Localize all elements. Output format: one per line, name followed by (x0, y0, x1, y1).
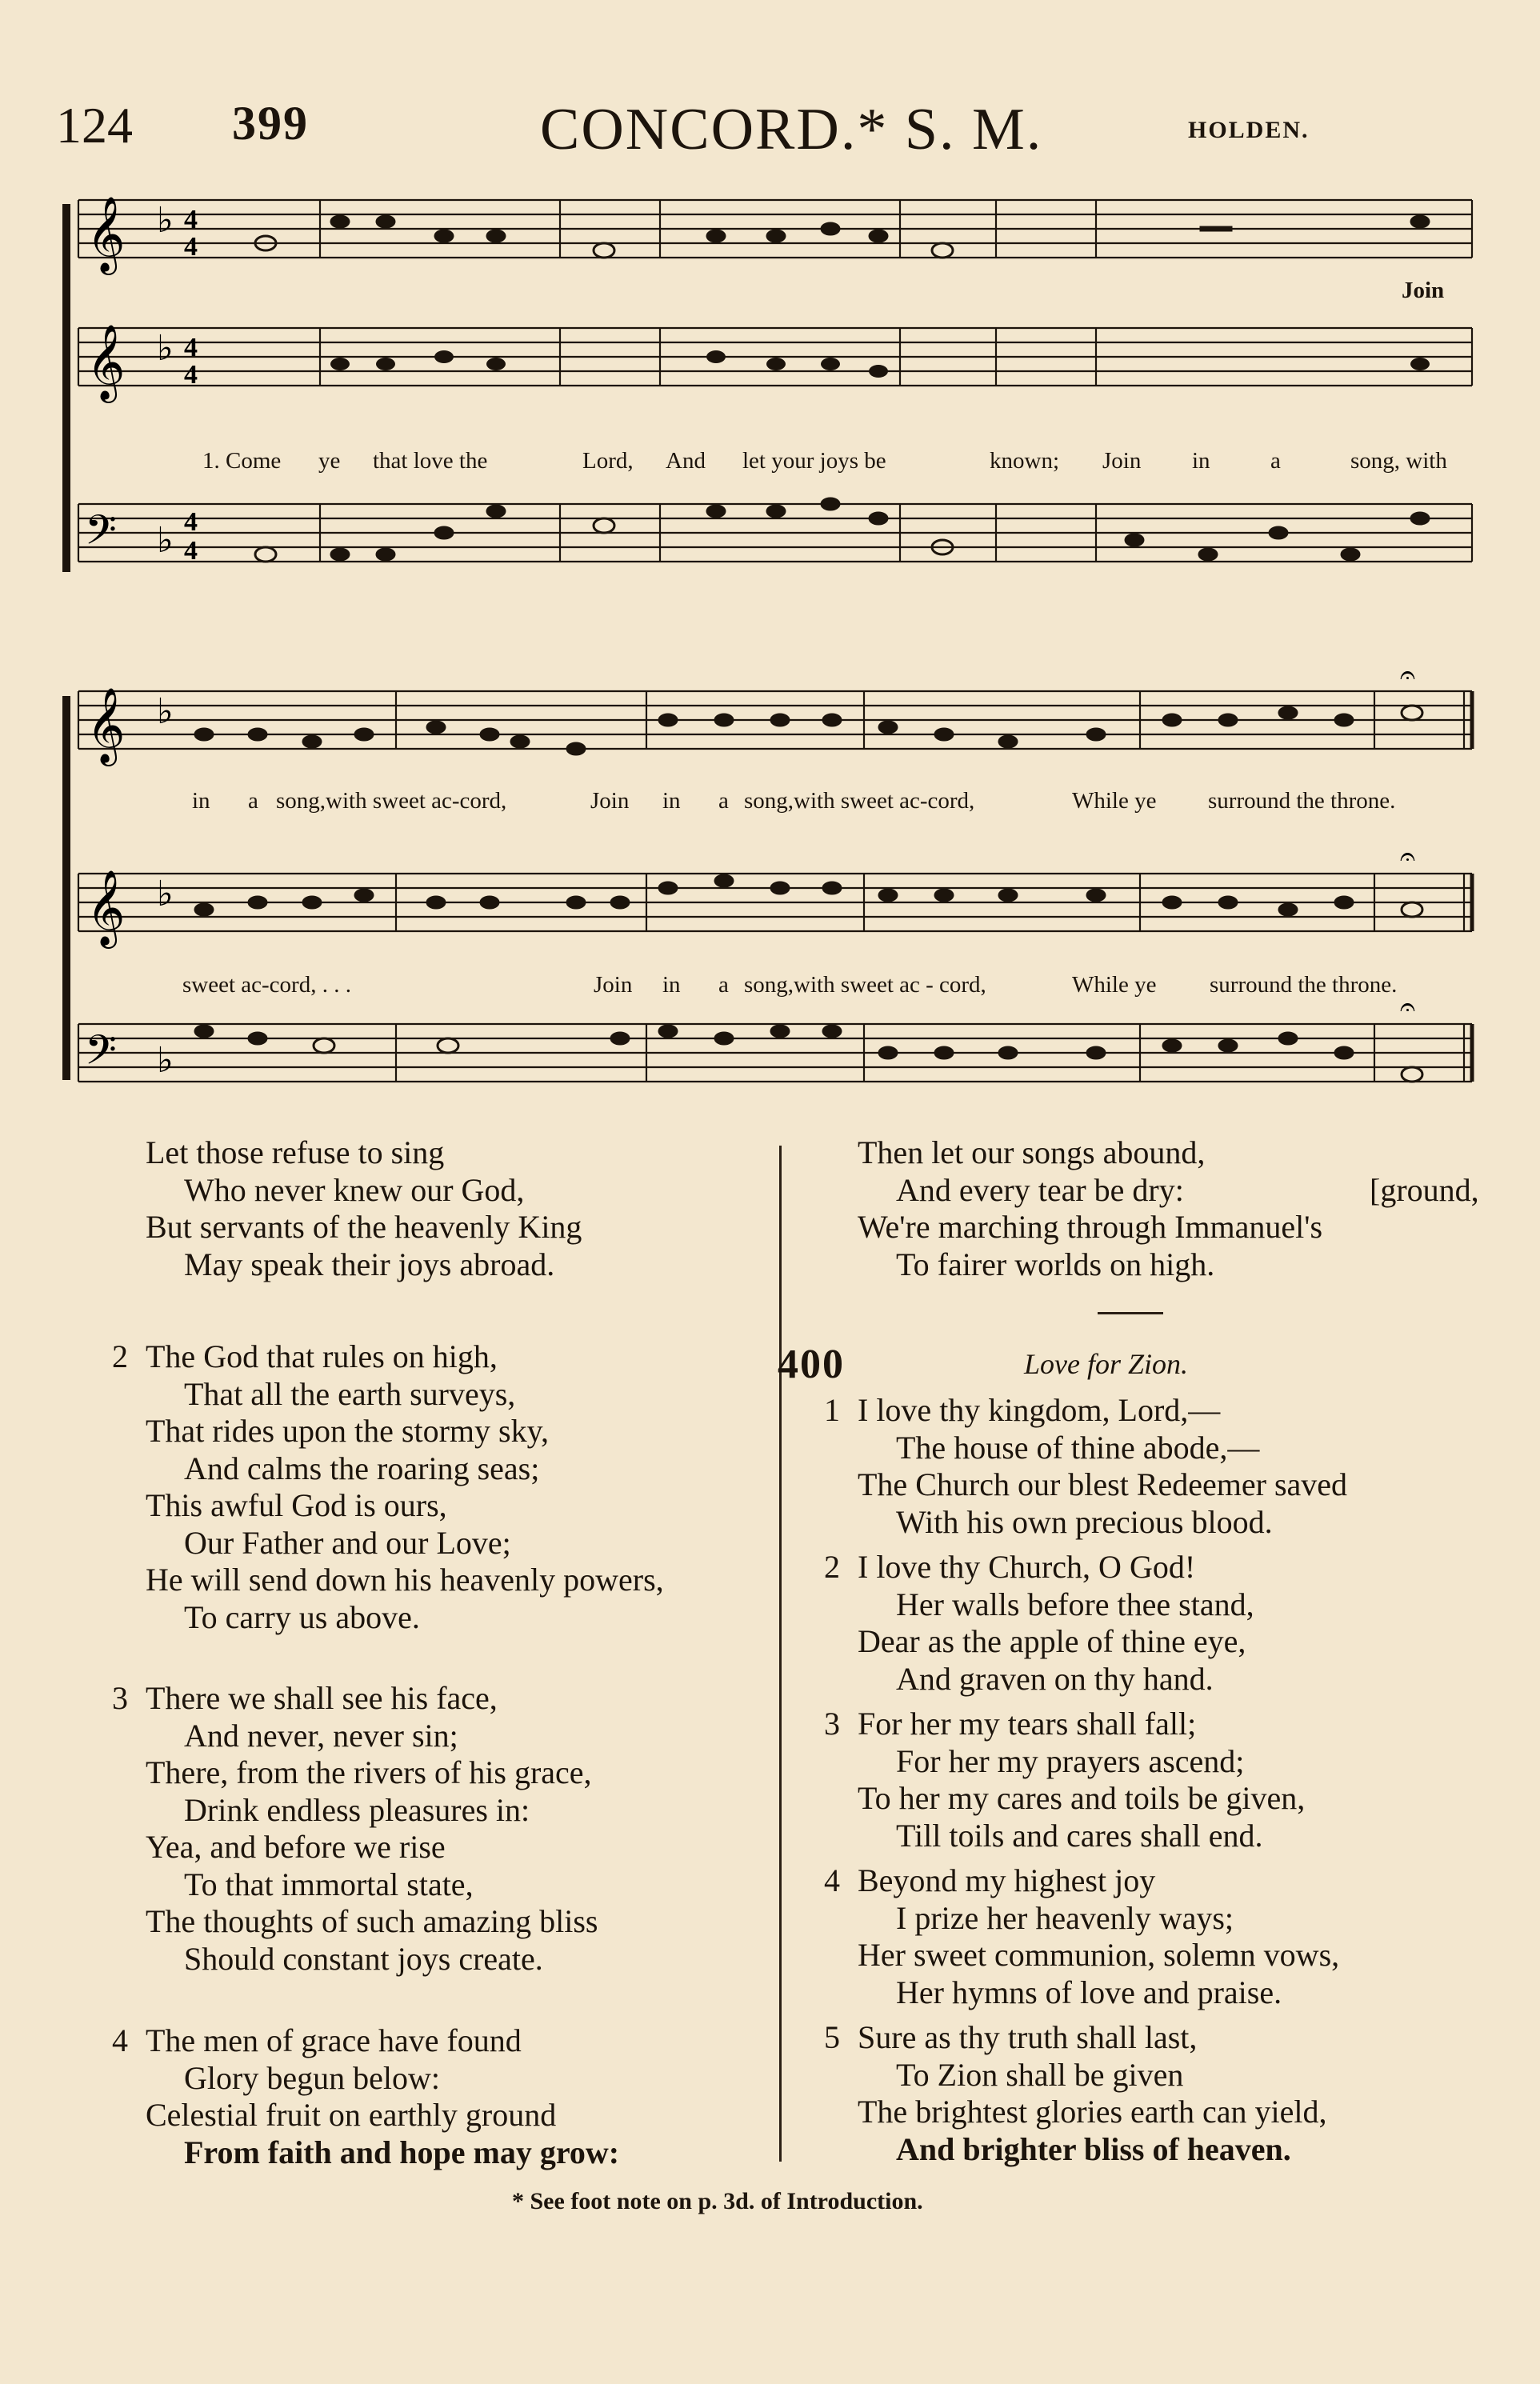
svg-text:Join: Join (1102, 448, 1142, 474)
treble-notes (194, 706, 1422, 755)
svg-text:Join: Join (594, 972, 633, 998)
stanza-number: 2 (112, 1338, 128, 1374)
svg-text:1. Come: 1. Come (202, 448, 282, 474)
tenor-cue: Join (1402, 278, 1445, 303)
bass-clef-icon: 𝄢 (85, 506, 117, 564)
fermata-icon: 𝄐 (1400, 841, 1415, 873)
carryover-word: [ground, (1370, 1171, 1479, 1208)
flat-sign-icon: ♭ (157, 328, 174, 369)
hymn400-stanzas: 1 I love thy kingdom, Lord,— The house of thine abode,— The Church our blest Redeemer saved With his own precious blood. 2 I love thy Church, O God! Her walls before thee stand, Dear as the apple of thine eye, And graven on thy hand. 3 For her my tears shall fall; For her my prayers ascend; To her my cares and toils be given, Till toils and cares shall end. 4 Beyond my highest joy I prize her heavenly ways; Her sweet communion, solemn vows, Her hymns of love and praise. 5 Sure as thy truth shall last, To Zion shall be given The brightest glories earth can yield, And brighter bliss of heaven. (824, 1392, 1348, 2167)
stanza-number: 4 (112, 2022, 128, 2058)
svg-text:song,with sweet ac-cord,: song,with sweet ac-cord, (276, 788, 507, 814)
treble-clef-icon: 𝄞 (86, 324, 126, 400)
svg-text:in: in (1192, 448, 1210, 474)
svg-text:song,with sweet ac - cord,: song,with sweet ac - cord, (744, 972, 986, 998)
hymn400-header (778, 1341, 1466, 1387)
hymn-number: 400 (778, 1342, 845, 1387)
alto-staff (78, 328, 1472, 386)
time-signature: 4 (184, 232, 198, 262)
hymn399-stanza-5: Then let our songs abound, And every tear be dry: [ground, We're marching through Immanuel's To fairer worlds on high. (858, 1134, 1479, 1282)
svg-text:surround the throne.: surround the throne. (1210, 972, 1398, 998)
hymn399-stanza-3: 3 There we shall see his face, And never, never sin; There, from the rivers of his grace, Drink endless pleasures in: Yea, and before we rise To that immortal state, The thoughts of such amazing bliss Should constant joys create. (112, 1680, 598, 1977)
svg-text:a: a (248, 788, 258, 814)
lyrics-treble (192, 788, 1395, 814)
svg-text:While ye: While ye (1072, 788, 1157, 814)
fermata-icon: 𝄐 (1400, 991, 1415, 1023)
svg-text:in: in (662, 788, 681, 814)
svg-text:a: a (718, 972, 729, 998)
flat-sign-icon: ♭ (157, 200, 174, 241)
svg-text:And: And (666, 448, 706, 474)
svg-text:While ye: While ye (1072, 972, 1157, 998)
hymn399-stanza-4: 4 The men of grace have found Glory begun below: Celestial fruit on earthly ground From faith and hope may grow: (112, 2022, 620, 2170)
bass-notes (255, 498, 1430, 562)
svg-text:a: a (718, 788, 729, 814)
divider-rule (1098, 1312, 1163, 1314)
treble-clef-icon: 𝄞 (86, 196, 126, 272)
svg-text:Join: Join (590, 788, 630, 814)
flat-sign-icon: ♭ (157, 691, 174, 732)
svg-text:a: a (1270, 448, 1281, 474)
time-signature: 4 (184, 360, 198, 390)
lyrics-alto (182, 972, 1397, 998)
svg-text:sweet ac-cord, . . .: sweet ac-cord, . . . (182, 972, 351, 998)
svg-text:in: in (662, 972, 681, 998)
footnote: * See foot note on p. 3d. of Introduction. (512, 2188, 923, 2214)
hymn-number: 399 (232, 97, 309, 150)
system-bracket (62, 696, 70, 1080)
time-signature: 4 (184, 333, 198, 362)
time-signature: 4 (184, 507, 198, 537)
flat-sign-icon: ♭ (157, 874, 174, 914)
flat-sign-icon: ♭ (157, 520, 174, 561)
svg-text:ye: ye (318, 448, 341, 474)
lyrics-verse-1 (202, 448, 1447, 474)
stanza-number: 3 (112, 1680, 128, 1716)
svg-text:known;: known; (990, 448, 1059, 474)
page-number: 124 (56, 97, 133, 154)
hymn399-stanza-1: Let those refuse to sing Who never knew our God, But servants of the heavenly King May speak their joys abroad. (146, 1134, 582, 1282)
tune-title: CONCORD.* S. M. (540, 97, 1043, 162)
treble-staff (78, 200, 1472, 258)
hymn-title: Love for Zion. (1024, 1348, 1189, 1380)
svg-text:let your joys be: let your joys be (742, 448, 886, 474)
music-system-2 (0, 659, 1540, 1104)
svg-text:song, with: song, with (1350, 448, 1447, 474)
treble-clef-icon: 𝄞 (86, 687, 126, 763)
column-divider (779, 1146, 782, 2162)
svg-text:song,with sweet ac-cord,: song,with sweet ac-cord, (744, 788, 975, 814)
bass-clef-icon: 𝄢 (85, 1026, 117, 1084)
flat-sign-icon: ♭ (157, 1040, 174, 1081)
time-signature: 4 (184, 536, 198, 566)
time-signature: 4 (184, 205, 198, 234)
system-bracket (62, 204, 70, 572)
treble-notes (255, 215, 1430, 258)
page-header (0, 0, 1540, 176)
alto-notes (330, 350, 1430, 378)
svg-text:that love the: that love the (373, 448, 488, 474)
svg-text:Lord,: Lord, (582, 448, 634, 474)
svg-text:in: in (192, 788, 210, 814)
hymn399-stanza-2: 2 The God that rules on high, That all the earth surveys, That rides upon the stormy sky, And calms the roaring seas; This awful God is ours, Our Father and our Love; He will send down his heavenly powers, To carry us above. (112, 1338, 664, 1635)
svg-text:surround the throne.: surround the throne. (1208, 788, 1396, 814)
treble-clef-icon: 𝄞 (86, 870, 126, 946)
alto-notes (194, 874, 1422, 917)
composer-name: HOLDEN. (1188, 117, 1310, 143)
music-system-1 (0, 180, 1540, 588)
fermata-icon: 𝄐 (1400, 659, 1415, 691)
